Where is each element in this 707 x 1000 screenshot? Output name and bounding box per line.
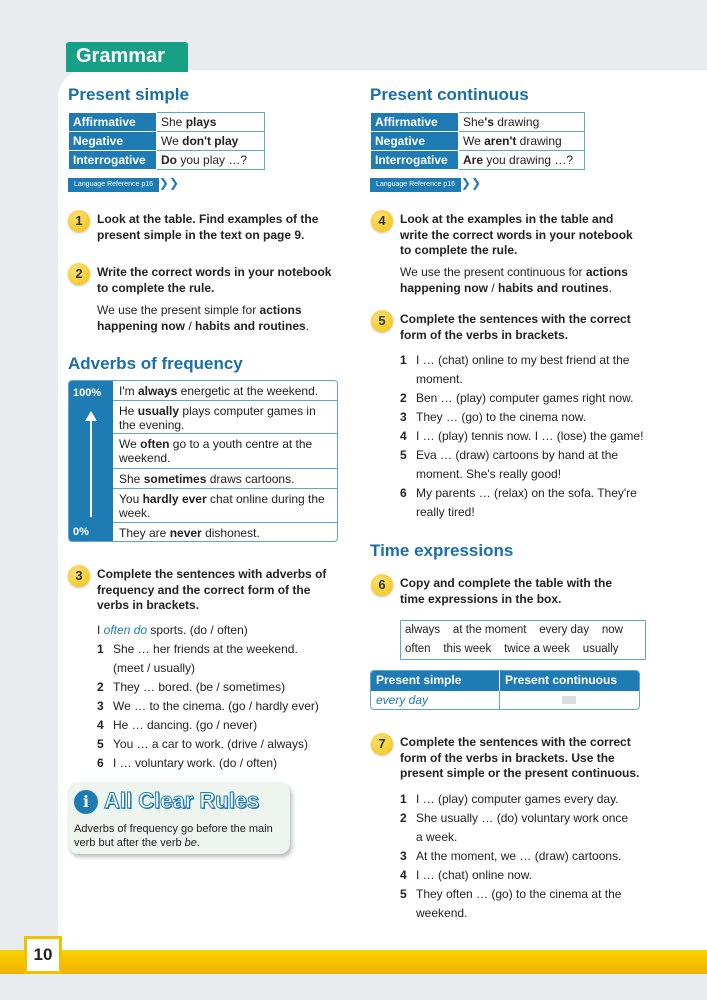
- adverbs-heading: Adverbs of frequency: [68, 354, 243, 373]
- exercise-3-example: I often do sports. (do / often): [97, 623, 248, 637]
- up-arrow-icon: [90, 419, 92, 517]
- scale-top-label: 100%: [73, 387, 102, 399]
- table-cell: every day: [371, 691, 500, 710]
- exercise-number-badge: 5: [371, 310, 393, 332]
- time-expressions-table: [370, 670, 640, 710]
- column-header: Present simple: [371, 671, 500, 691]
- row-example: We aren't drawing: [459, 132, 585, 151]
- exercise-number-badge: 4: [371, 210, 393, 232]
- adverb-row: I'm always energetic at the weekend.: [113, 381, 338, 401]
- list-item: 2 She usually … (do) voluntary work once: [400, 811, 629, 825]
- list-item: 4 I … (chat) online now.: [400, 868, 533, 882]
- row-example: She plays: [157, 113, 265, 132]
- exercise-5-instruction: Complete the sentences with the correct form of the verbs in brackets.: [400, 312, 631, 342]
- row-label: Affirmative: [69, 113, 157, 132]
- list-item: 3 At the moment, we … (draw) cartoons.: [400, 849, 622, 863]
- exercise-4-instruction: Look at the examples in the table and write the correct words in your notebook to complete the rule.: [400, 212, 633, 257]
- info-icon: i: [74, 790, 98, 814]
- exercise-3-list: [97, 640, 337, 773]
- row-example: We don't play: [157, 132, 265, 151]
- row-example: Are you drawing …?: [459, 151, 585, 170]
- adverbs-table: [68, 380, 338, 542]
- list-item: 3 They … (go) to the cinema now.: [400, 410, 587, 424]
- list-item: 5 You … a car to work. (drive / always): [97, 737, 308, 751]
- present-simple-rule: We use the present simple for actions happening now / habits and routines.: [97, 303, 310, 333]
- present-simple-table: [68, 112, 265, 170]
- exercise-3-instruction: Complete the sentences with adverbs of frequency and the correct form of the verbs in brackets.: [97, 567, 327, 612]
- list-item: really tired!: [416, 505, 475, 519]
- all-clear-rules-box: [68, 782, 290, 854]
- box-line: often this week twice a week usually: [405, 643, 619, 655]
- adverb-row: They are never dishonest.: [119, 526, 260, 540]
- list-item: 1 She … her friends at the weekend.: [97, 642, 298, 656]
- row-example: She's drawing: [459, 113, 585, 132]
- list-item: 1 I … (chat) online to my best friend at the: [400, 353, 630, 367]
- exercise-7-list: [400, 790, 650, 923]
- list-item: (meet / usually): [113, 661, 196, 675]
- adverb-row: You hardly ever chat online during the week.: [113, 489, 338, 523]
- scale-bottom-label: 0%: [73, 526, 89, 538]
- rules-text: Adverbs of frequency go before the main verb but after the verb be.: [74, 823, 273, 849]
- page-number: 10: [24, 936, 62, 974]
- exercise-number-badge: 2: [68, 263, 90, 285]
- language-reference-link[interactable]: Language Reference p16 ❯❯: [68, 178, 159, 192]
- list-item: 5 They often … (go) to the cinema at the: [400, 887, 622, 901]
- exercise-number-badge: 7: [371, 733, 393, 755]
- exercise-6-instruction: Copy and complete the table with the time expressions in the box.: [400, 576, 613, 606]
- list-item: moment. She's really good!: [416, 467, 562, 481]
- frequency-scale: [69, 381, 113, 541]
- row-label: Negative: [371, 132, 459, 151]
- list-item: 6 My parents … (relax) on the sofa. They're: [400, 486, 637, 500]
- row-label: Interrogative: [371, 151, 459, 170]
- list-item: 6 I … voluntary work. (do / often): [97, 756, 278, 770]
- list-item: 2 They … bored. (be / sometimes): [97, 680, 286, 694]
- list-item: 2 Ben … (play) computer games right now.: [400, 391, 634, 405]
- answer-placeholder: [562, 696, 576, 704]
- grammar-tab: Grammar: [66, 42, 188, 72]
- exercise-number-badge: 6: [371, 574, 393, 596]
- list-item: a week.: [416, 830, 458, 844]
- list-item: 1 I … (play) computer games every day.: [400, 792, 619, 806]
- exercise-7-instruction: Complete the sentences with the correct form of the verbs in brackets. Use the present simple or the present continuous.: [400, 735, 640, 780]
- language-reference-link[interactable]: Language Reference p16 ❯❯: [370, 178, 461, 192]
- present-continuous-heading: Present continuous: [370, 85, 529, 104]
- exercise-1-instruction: Look at the table. Find examples of the present simple in the text on page 9.: [97, 212, 319, 242]
- footer-band: [0, 950, 707, 974]
- present-continuous-rule: We use the present continuous for actions happening now / habits and routines.: [400, 265, 628, 295]
- exercise-number-badge: 3: [68, 565, 90, 587]
- present-continuous-table: [370, 112, 585, 170]
- list-item: 5 Eva … (draw) cartoons by hand at the: [400, 448, 619, 462]
- list-item: 3 We … to the cinema. (go / hardly ever): [97, 699, 319, 713]
- box-line: always at the moment every day now: [405, 624, 623, 636]
- row-label: Affirmative: [371, 113, 459, 132]
- rules-title: All Clear Rules: [104, 788, 260, 813]
- list-item: 4 I … (play) tennis now. I … (lose) the game!: [400, 429, 644, 443]
- list-item: 4 He … dancing. (go / never): [97, 718, 258, 732]
- row-label: Negative: [69, 132, 157, 151]
- list-item: weekend.: [416, 906, 468, 920]
- adverb-row: She sometimes draws cartoons.: [113, 469, 338, 489]
- exercise-2-instruction: Write the correct words in your notebook to complete the rule.: [97, 265, 332, 295]
- adverb-row: We often go to a youth centre at the weekend.: [113, 434, 338, 469]
- time-expressions-box: [400, 620, 646, 660]
- present-simple-heading: Present simple: [68, 85, 189, 104]
- footer-margin: [0, 974, 707, 1000]
- column-header: Present continuous: [500, 671, 640, 691]
- adverb-row: He usually plays computer games in the evening.: [113, 401, 338, 434]
- time-expressions-heading: Time expressions: [370, 541, 514, 560]
- exercise-5-list: [400, 351, 650, 522]
- exercise-number-badge: 1: [68, 210, 90, 232]
- list-item: moment.: [416, 372, 463, 386]
- row-label: Interrogative: [69, 151, 157, 170]
- row-example: Do you play …?: [157, 151, 265, 170]
